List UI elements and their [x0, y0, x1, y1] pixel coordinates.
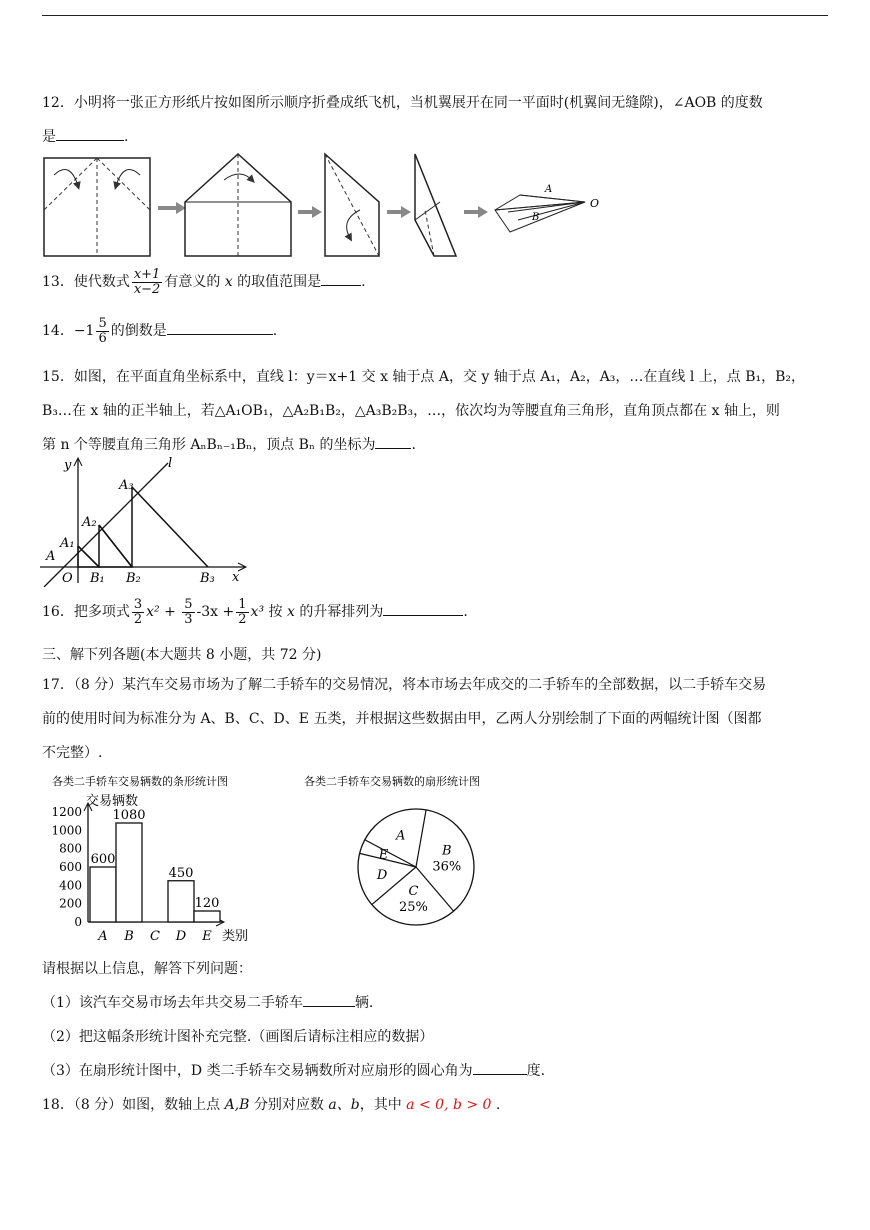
- section-3-heading: 三、解下列各题(本大题共 8 小题，共 72 分): [42, 647, 322, 663]
- q16-frac4: [236, 598, 248, 626]
- bar-value-label: 120: [194, 896, 220, 911]
- line-l-label: l: [168, 456, 173, 471]
- bar-category-label: C: [150, 929, 160, 944]
- bar-chart-ylabel: 交易辆数: [86, 794, 139, 809]
- q16-mid: 按: [268, 604, 283, 621]
- q13-suffix: 的取值范围是: [237, 274, 322, 291]
- q12-end: .: [124, 129, 129, 145]
- q13-var: x: [224, 274, 233, 291]
- q17-line2: 前的使用时间为标准分为 A、B、C、D、E 五类，并根据这些数据由甲，乙两人分别绘制了下面的两幅统计图（图都: [42, 711, 762, 727]
- q14-suffix: 的倒数是: [110, 323, 167, 340]
- q16-line: 16．把多项式 $\frac{3}{2}$ x² + $\frac{5}{3}$ -3x + $\frac{1}{2}$ x³ 按 x 的升幂排列为 .: [42, 597, 468, 627]
- q14-numerator: 5: [98, 316, 107, 331]
- bar-chart-xlabel: 类别: [222, 929, 249, 944]
- q16-frac2-num: 5: [184, 597, 193, 612]
- q18-condition: a < 0, b > 0: [406, 1097, 492, 1113]
- bar-chart-title: 各类二手轿车交易辆数的条形统计图: [52, 775, 228, 788]
- bar-ytick-label: 400: [59, 878, 82, 893]
- bar-category-label: B: [124, 929, 134, 944]
- q15-line2: B₃…在 x 轴的正半轴上，若△A₁OB₁，△A₂B₁B₂，△A₃B₂B₃，…，依次均为等腰直角三角形，直角顶点都在 x 轴上，则: [42, 403, 780, 419]
- bar-category-label: E: [202, 929, 212, 944]
- q15-end: .: [411, 437, 416, 453]
- fold-step-2: [185, 154, 291, 256]
- q14-prefix: 14．: [42, 323, 74, 340]
- q17-sub1-blank[interactable]: [303, 1006, 355, 1007]
- bar-E: [194, 911, 220, 922]
- fold-step-1: [44, 158, 150, 256]
- bar-D: [168, 881, 194, 922]
- q16-frac4-num: 1: [238, 597, 247, 612]
- q17-sub1-end: 辆.: [354, 995, 374, 1011]
- q14-answer-blank[interactable]: [167, 334, 273, 335]
- q13-mid: 有意义的: [164, 274, 221, 291]
- pie-percent-B: 36%: [432, 859, 462, 875]
- q13-fraction: [132, 268, 163, 296]
- q13-prefix: 13．使代数式: [42, 274, 130, 291]
- q12-text: 12．小明将一张正方形纸片按如图所示顺序折叠成纸飞机，当机翼展开在同一平面时(机翼间无缝隙)，∠AOB 的度数: [42, 95, 763, 111]
- q15-line3: [42, 434, 416, 454]
- point-B3-label: B₃: [200, 571, 215, 586]
- q17-sub3-text: （3）在扇形统计图中，D 类二手轿车交易辆数所对应扇形的圆心角为: [42, 1063, 473, 1079]
- bar-ytick-label: 600: [59, 860, 82, 874]
- bar-ytick-label: 800: [59, 841, 82, 856]
- point-A1-label: A₁: [60, 536, 75, 551]
- point-B1-label: B₁: [90, 571, 105, 586]
- q17-sub1: [42, 992, 373, 1012]
- q17-sub3-end: 度.: [526, 1063, 546, 1079]
- q17-sub1-text: （1）该汽车交易市场去年共交易二手轿车: [42, 995, 303, 1011]
- q16-var: x: [286, 604, 295, 621]
- q12-text2: 是: [42, 129, 56, 145]
- q15-line1: 15．如图，在平面直角坐标系中，直线 l：y＝x+1 交 x 轴于点 A，交 y 轴于点 A₁，A₂，A₃，…在直线 l 上，点 B₁，B₂，: [42, 369, 806, 385]
- bar-category-label: D: [175, 929, 187, 944]
- q15-line3-text: 第 n 个等腰直角三角形 AₙBₙ₋₁Bₙ，顶点 Bₙ 的坐标为: [42, 437, 376, 453]
- q18-mid: 分别对应数: [253, 1097, 324, 1113]
- pie-label-E: E: [378, 847, 389, 863]
- paper-folding-figure: [40, 150, 620, 265]
- q16-frac1: [132, 598, 144, 626]
- q13-answer-blank[interactable]: [321, 285, 361, 286]
- paper-plane: [495, 184, 599, 232]
- bar-value-label: 450: [168, 865, 194, 881]
- q18-end: .: [495, 1097, 501, 1113]
- bar-ytick-label: 0: [74, 915, 82, 929]
- q18-mid2: ，其中: [359, 1097, 402, 1113]
- q18-prefix: 18．（8 分）如图，数轴上点: [42, 1097, 221, 1113]
- line-l: [44, 463, 168, 587]
- bar-category-label: A: [98, 929, 108, 944]
- q17-sub3: [42, 1060, 545, 1080]
- fold-step-3: [325, 154, 379, 256]
- bar-chart: [36, 770, 276, 948]
- q14-whole: −1: [73, 323, 95, 340]
- plane-label-b: B: [532, 212, 540, 223]
- q16-frac2: [182, 598, 194, 626]
- q12-line2: [42, 126, 128, 146]
- plane-label-o: O: [590, 197, 600, 210]
- q12-line1: [42, 92, 763, 112]
- bar-ytick-label: 1000: [51, 823, 82, 838]
- point-A-label: A: [46, 549, 56, 564]
- pie-label-B: B: [442, 843, 452, 859]
- q13-numerator: x+1: [133, 267, 161, 282]
- bar-A: [90, 867, 116, 922]
- pie-chart-title: 各类二手轿车交易辆数的扇形统计图: [304, 775, 480, 788]
- q13-denominator: x−2: [133, 281, 161, 297]
- point-A3-label: A₃: [119, 478, 134, 493]
- pie-chart: [296, 770, 526, 955]
- q14-end: .: [272, 323, 278, 340]
- fold-step-4: [415, 154, 456, 256]
- q13-end: .: [361, 274, 366, 291]
- q16-frac4-den: 2: [238, 611, 247, 627]
- bar-ytick-label: 1200: [51, 805, 82, 819]
- bar-ytick-label: 200: [59, 896, 82, 911]
- point-O-label: O: [62, 571, 73, 586]
- q16-suffix: 的升幂排列为: [299, 604, 384, 621]
- q18-line: [42, 1094, 500, 1114]
- point-B2-label: B₂: [126, 571, 141, 586]
- pie-label-C: C: [408, 883, 419, 899]
- header-rule: [42, 15, 828, 16]
- q16-term4-var: x³: [250, 604, 265, 621]
- pie-percent-C: 25%: [398, 899, 428, 915]
- q14-line: [42, 317, 277, 345]
- y-axis-label: y: [64, 458, 72, 473]
- q17-prompt: 请根据以上信息，解答下列问题：: [42, 961, 252, 977]
- point-A2-label: A₂: [82, 515, 97, 530]
- q16-prefix: 16．把多项式: [42, 604, 130, 621]
- x-axis-label: x: [232, 570, 240, 585]
- pie-label-D: D: [376, 868, 388, 884]
- q17-line3: 不完整）.: [42, 745, 103, 761]
- q16-answer-blank[interactable]: [383, 615, 463, 616]
- coordinate-graph: [40, 455, 250, 587]
- q15-answer-blank[interactable]: [375, 448, 411, 449]
- q18-vars: a、b: [328, 1097, 360, 1113]
- plane-label-a: A: [545, 184, 553, 195]
- q17-sub2: （2）把这幅条形统计图补充完整.（画图后请标注相应的数据）: [42, 1029, 434, 1045]
- q14-fraction: [96, 317, 108, 345]
- q16-frac2-den: 3: [184, 611, 193, 627]
- bar-value-label: 600: [90, 852, 116, 867]
- q16-frac1-den: 2: [133, 611, 143, 627]
- q18-points: A,B: [224, 1097, 250, 1113]
- pie-label-A: A: [396, 828, 406, 844]
- q16-end: .: [463, 604, 468, 621]
- q16-term3: -3x +: [196, 604, 235, 621]
- q17-sub3-blank[interactable]: [473, 1074, 527, 1075]
- q14-denominator: 6: [98, 330, 107, 346]
- bar-B: [116, 823, 142, 922]
- q13-line: [42, 268, 366, 296]
- q16-frac1-num: 3: [133, 597, 143, 612]
- q17-line1: 17．（8 分）某汽车交易市场为了解二手轿车的交易情况，将本市场去年成交的二手轿车的全部数据，以二手轿车交易: [42, 677, 767, 693]
- bar-value-label: 1080: [112, 808, 146, 823]
- q12-answer-blank[interactable]: [56, 140, 124, 141]
- q16-term1-var: x²: [146, 604, 160, 621]
